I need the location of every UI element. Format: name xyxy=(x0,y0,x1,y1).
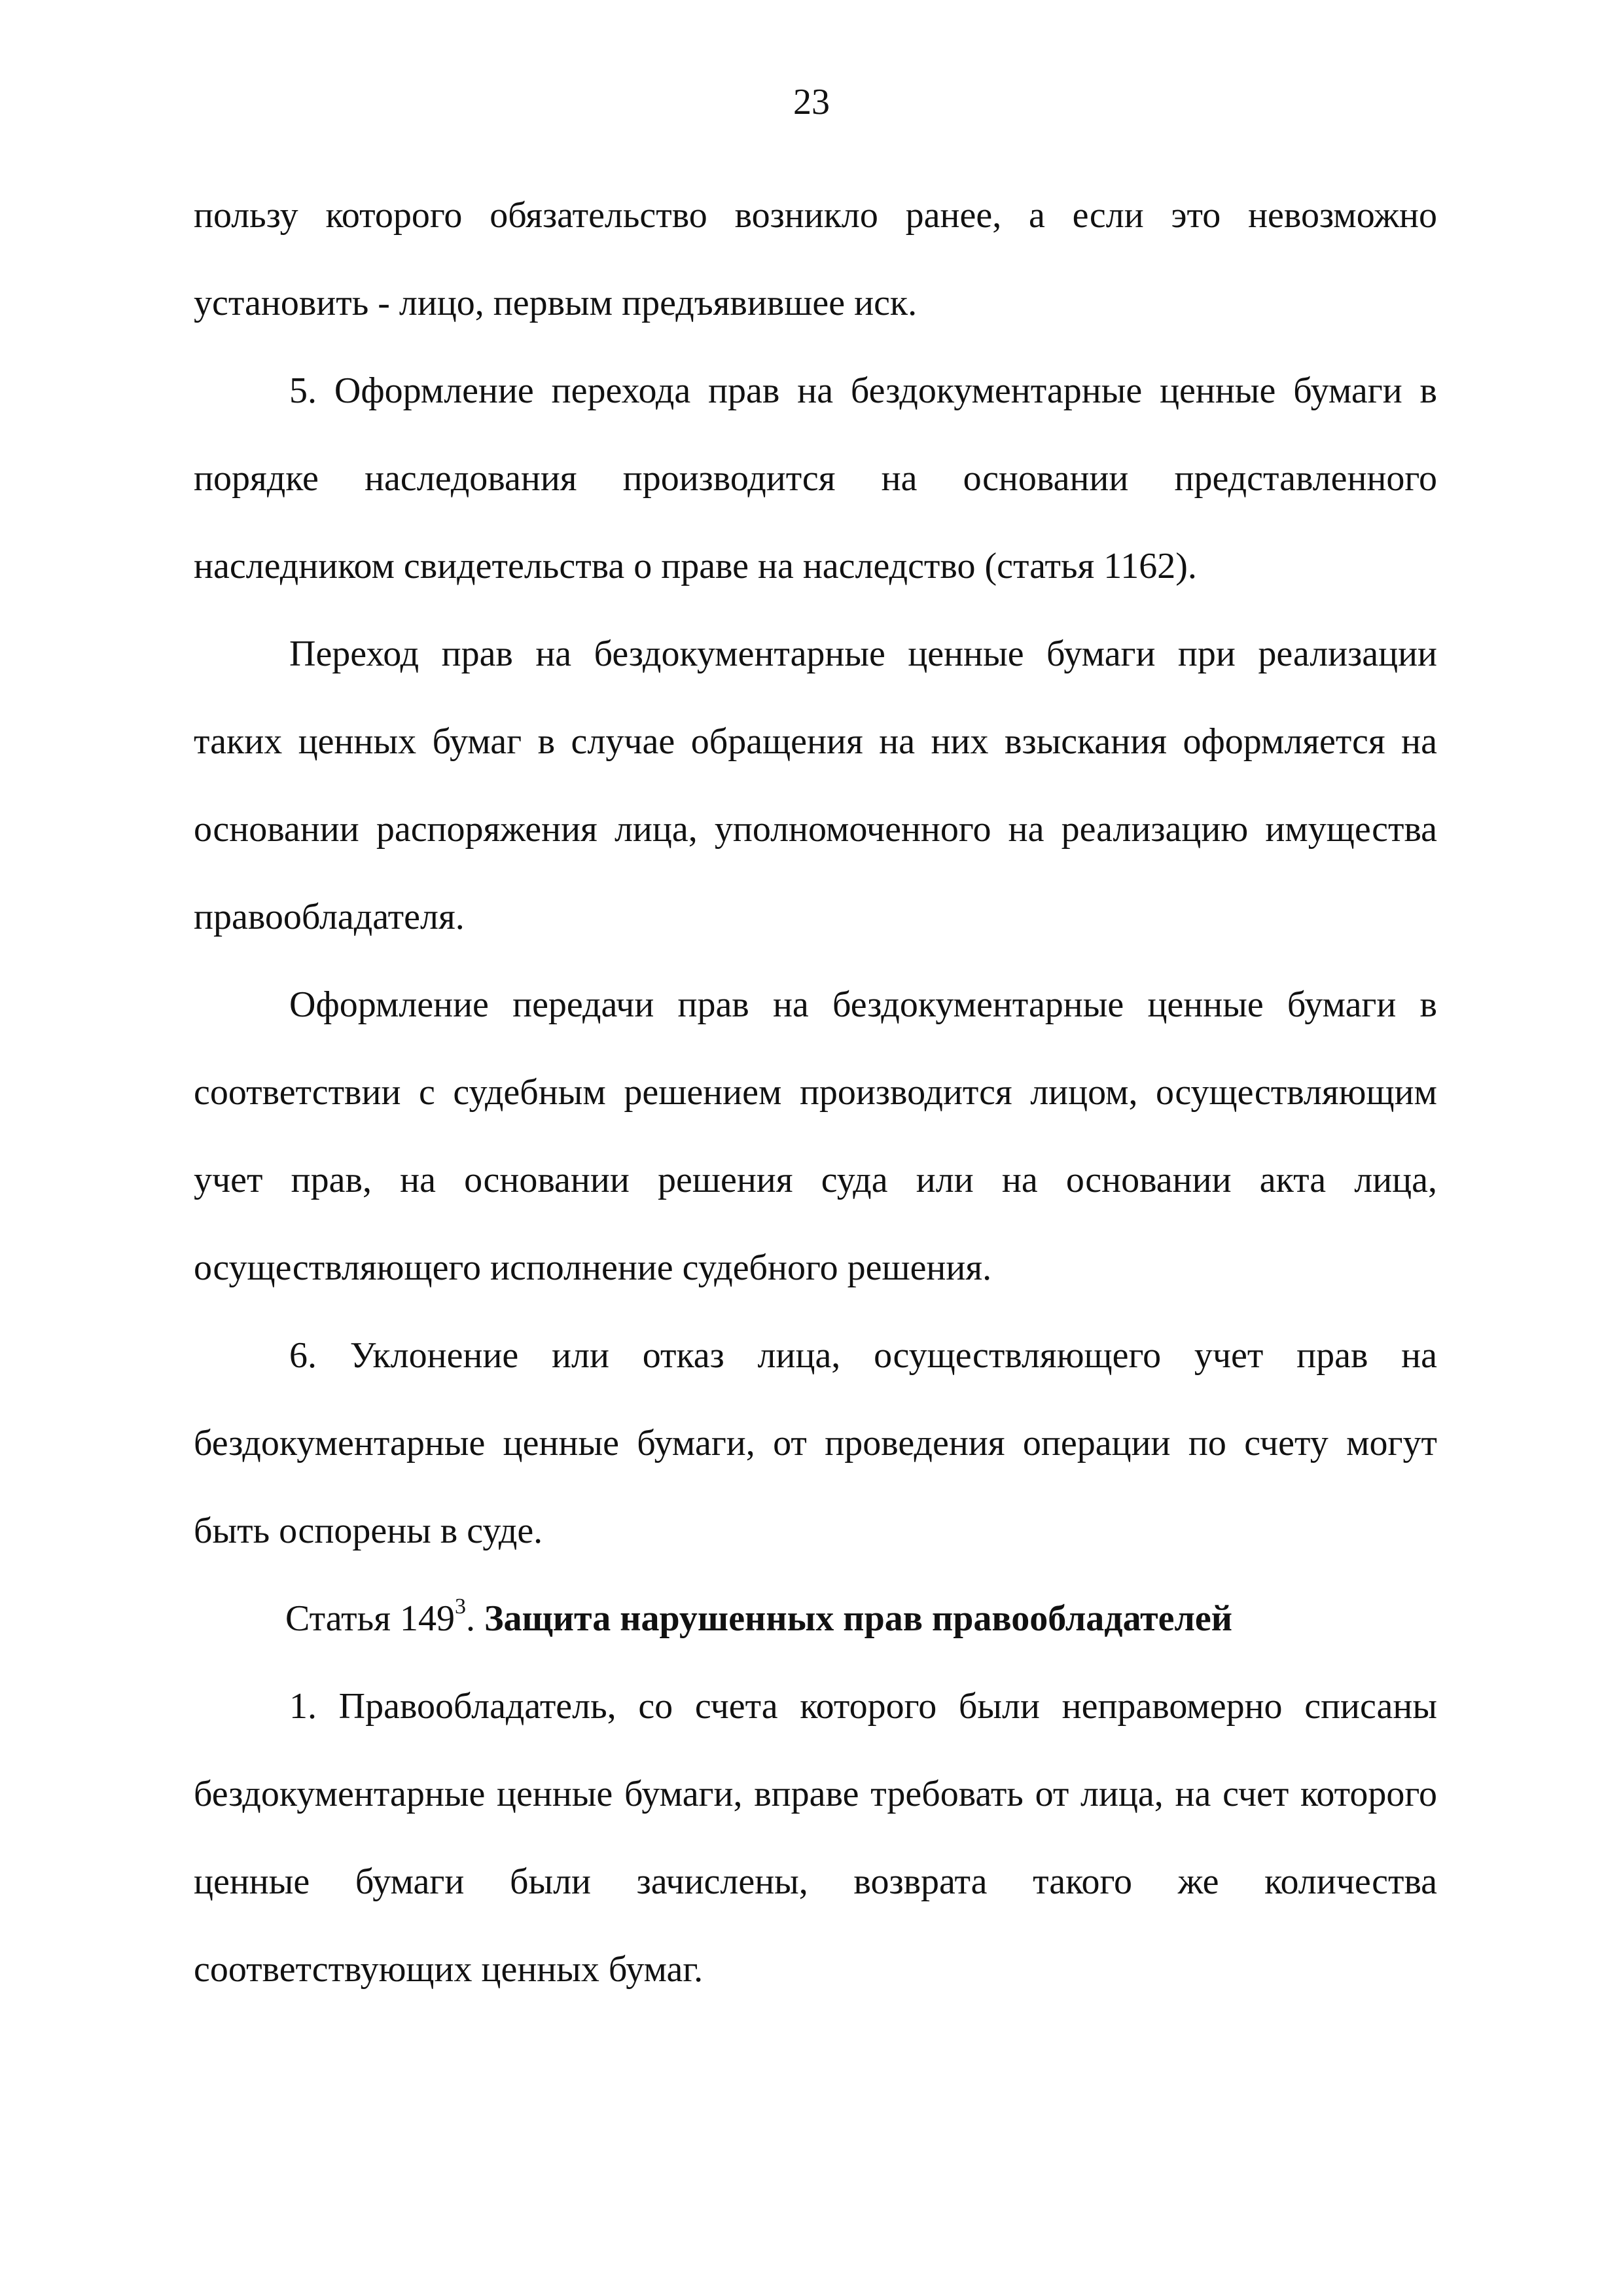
page-number: 23 xyxy=(793,82,830,122)
paragraph-transfer-on-execution: Переход прав на бездокументарные ценные бумаги при реализации таких ценных бумаг в случае обращения на них взыскания оформляется на основании распоряжения лица, уполномоченного на реализацию имущества правообладателя. xyxy=(194,634,1437,937)
paragraph-continuation: пользу которого обязательство возникло ранее, а если это невозможно установить - лицо, первым предъявившее иск. xyxy=(194,195,1437,323)
article-paragraph-1: 1. Правообладатель, со счета которого были неправомерно списаны бездокументарные ценные бумаги, вправе требовать от лица, на счет которого ценные бумаги были зачислены, возврата такого же количества соответствующих ценных бумаг. xyxy=(194,1686,1437,1990)
paragraph-item-6: 6. Уклонение или отказ лица, осуществляющего учет прав на бездокументарные ценные бумаги, от проведения операции по счету могут быть оспорены в суде. xyxy=(194,1335,1437,1551)
paragraph-transfer-by-court-decision: Оформление передачи прав на бездокументарные ценные бумаги в соответствии с судебным решением производится лицом, осуществляющим учет прав, на основании решения суда или на основании акта лица, осуществляющего исполнение судебного решения. xyxy=(194,984,1437,1288)
article-heading xyxy=(194,1575,1437,1662)
paragraph-item-5: 5. Оформление перехода прав на бездокументарные ценные бумаги в порядке наследования производится на основании представленного наследником свидетельства о праве на наследство (статья 1162). xyxy=(194,370,1437,586)
article-separator: . xyxy=(465,1598,475,1639)
document-body xyxy=(194,171,1437,2013)
article-number: Статья 149 xyxy=(285,1598,455,1639)
article-number-superscript: 3 xyxy=(454,1594,466,1619)
article-title: Защита нарушенных прав правообладателей xyxy=(484,1598,1233,1639)
